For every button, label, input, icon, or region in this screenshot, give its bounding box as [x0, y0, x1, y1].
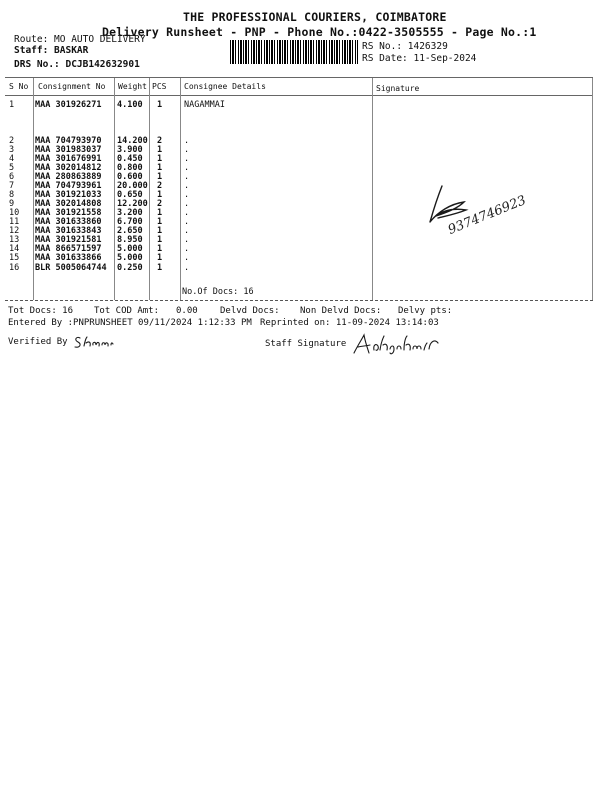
cell-consignment: MAA 704793961	[35, 181, 102, 191]
cell-pcs: 1	[157, 172, 163, 182]
col-header-pcs: PCS	[152, 82, 167, 91]
staff-label: Staff: BASKAR	[14, 45, 89, 56]
cell-sno: 11	[9, 217, 20, 227]
cell-weight: 5.000	[117, 244, 143, 254]
runsheet-subtitle: Delivery Runsheet - PNP - Phone No.:0422-3505555 - Page No.:1	[102, 25, 537, 39]
table-header-line	[5, 95, 593, 96]
rs-number: RS No.: 1426329	[362, 41, 448, 52]
col-header-consignment: Consignment No	[38, 82, 106, 91]
col-divider	[33, 78, 34, 300]
cell-pcs: 1	[157, 217, 163, 227]
drs-number: DRS No.: DCJB142632901	[14, 59, 140, 70]
cell-sno: 9	[9, 199, 15, 209]
cell-weight: 12.200	[117, 199, 148, 209]
cell-sno: 4	[9, 154, 15, 164]
cell-consignment: MAA 280863889	[35, 172, 102, 182]
cell-consignment: MAA 301983037	[35, 145, 102, 155]
cell-pcs: 1	[157, 263, 163, 273]
cell-consignment: MAA 301633866	[35, 253, 102, 263]
cell-weight: 5.000	[117, 253, 143, 263]
cell-consignee: NAGAMMAI	[184, 100, 225, 110]
cell-consignment: MAA 301921581	[35, 235, 102, 245]
cell-sno: 10	[9, 208, 20, 218]
cell-sno: 8	[9, 190, 15, 200]
cell-pcs: 1	[157, 145, 163, 155]
cell-weight: 0.450	[117, 154, 143, 164]
cell-consignee: .	[184, 199, 190, 209]
cell-pcs: 2	[157, 136, 163, 146]
cell-consignee: .	[184, 208, 190, 218]
cell-weight: 0.650	[117, 190, 143, 200]
cell-consignee: .	[184, 253, 190, 263]
cell-consignee: .	[184, 181, 190, 191]
cell-sno: 7	[9, 181, 15, 191]
cell-pcs: 1	[157, 235, 163, 245]
delvy-pts: Delvy pts:	[398, 306, 453, 316]
cell-pcs: 1	[157, 163, 163, 173]
cell-pcs: 1	[157, 244, 163, 254]
cell-consignee: .	[184, 154, 190, 164]
cell-weight: 0.250	[117, 263, 143, 273]
cell-pcs: 1	[157, 208, 163, 218]
cell-sno: 3	[9, 145, 15, 155]
col-header-weight: Weight	[118, 82, 147, 91]
verifier-signature	[72, 332, 118, 352]
cell-weight: 4.100	[117, 100, 143, 110]
cell-pcs: 1	[157, 226, 163, 236]
route-label: Route: MO AUTO DELIVERY	[14, 34, 146, 45]
cell-weight: 3.900	[117, 145, 143, 155]
cell-consignee: .	[184, 263, 190, 273]
cell-pcs: 1	[157, 253, 163, 263]
col-divider	[114, 78, 115, 300]
cell-consignee: .	[184, 235, 190, 245]
cell-sno: 16	[9, 263, 20, 273]
cell-weight: 0.600	[117, 172, 143, 182]
cell-weight: 0.800	[117, 163, 143, 173]
cell-consignment: MAA 301633843	[35, 226, 102, 236]
verified-by-label: Verified By	[8, 337, 68, 347]
col-divider	[372, 78, 373, 300]
cell-pcs: 1	[157, 154, 163, 164]
reprinted-on: Reprinted on: 11-09-2024 13:14:03	[260, 318, 439, 328]
cell-sno: 15	[9, 253, 20, 263]
cell-weight: 14.200	[117, 136, 148, 146]
cell-sno: 2	[9, 136, 15, 146]
cell-consignee: .	[184, 217, 190, 227]
table-top-line	[5, 77, 593, 78]
cell-consignment: MAA 301633860	[35, 217, 102, 227]
cell-sno: 6	[9, 172, 15, 182]
cell-consignee: .	[184, 136, 190, 146]
cell-pcs: 1	[157, 100, 163, 110]
col-divider	[592, 78, 593, 300]
entered-by: Entered By :PNPRUNSHEET 09/11/2024 1:12:33 PM	[8, 318, 252, 328]
col-divider	[149, 78, 150, 300]
cell-consignment: MAA 866571597	[35, 244, 102, 254]
rs-date: RS Date: 11-Sep-2024	[362, 53, 477, 64]
delvd-docs: Delvd Docs:	[220, 306, 280, 316]
cell-consignment: MAA 302014812	[35, 163, 102, 173]
cell-consignment: MAA 704793970	[35, 136, 102, 146]
cell-pcs: 1	[157, 190, 163, 200]
cell-pcs: 2	[157, 181, 163, 191]
no-of-docs: No.Of Docs: 16	[182, 287, 254, 297]
cell-weight: 3.200	[117, 208, 143, 218]
barcode	[230, 40, 358, 64]
cell-consignee: .	[184, 190, 190, 200]
tot-cod-label: Tot COD Amt:	[94, 306, 160, 316]
cell-consignment: MAA 301921558	[35, 208, 102, 218]
cell-consignment: MAA 302014808	[35, 199, 102, 209]
handwritten-phone-note: 9374746923	[446, 193, 529, 238]
staff-signature	[350, 333, 445, 358]
cell-consignment: MAA 301926271	[35, 100, 102, 110]
cell-consignment: MAA 301676991	[35, 154, 102, 164]
cell-sno: 12	[9, 226, 20, 236]
col-header-signature: Signature	[376, 84, 420, 93]
non-delvd-docs: Non Delvd Docs:	[300, 306, 382, 316]
cell-consignee: .	[184, 172, 190, 182]
cell-weight: 2.650	[117, 226, 143, 236]
cell-consignee: .	[184, 226, 190, 236]
tot-docs: Tot Docs: 16	[8, 306, 74, 316]
table-bottom-line	[5, 300, 593, 301]
col-header-sno: S No	[9, 82, 29, 91]
cell-weight: 6.700	[117, 217, 143, 227]
cell-consignment: MAA 301921033	[35, 190, 102, 200]
col-divider	[180, 78, 181, 300]
cell-consignee: .	[184, 244, 190, 254]
cell-consignee: .	[184, 145, 190, 155]
tot-cod-value: 0.00	[176, 306, 198, 316]
cell-weight: 20.000	[117, 181, 148, 191]
cell-sno: 14	[9, 244, 20, 254]
col-header-consignee: Consignee Details	[184, 82, 266, 91]
company-name: THE PROFESSIONAL COURIERS, COIMBATORE	[183, 10, 447, 24]
staff-signature-label: Staff Signature	[265, 339, 347, 349]
cell-sno: 5	[9, 163, 15, 173]
cell-consignee: .	[184, 163, 190, 173]
cell-sno: 1	[9, 100, 15, 110]
cell-weight: 8.950	[117, 235, 143, 245]
cell-sno: 13	[9, 235, 20, 245]
cell-consignment: BLR 5005064744	[35, 263, 107, 273]
cell-pcs: 2	[157, 199, 163, 209]
